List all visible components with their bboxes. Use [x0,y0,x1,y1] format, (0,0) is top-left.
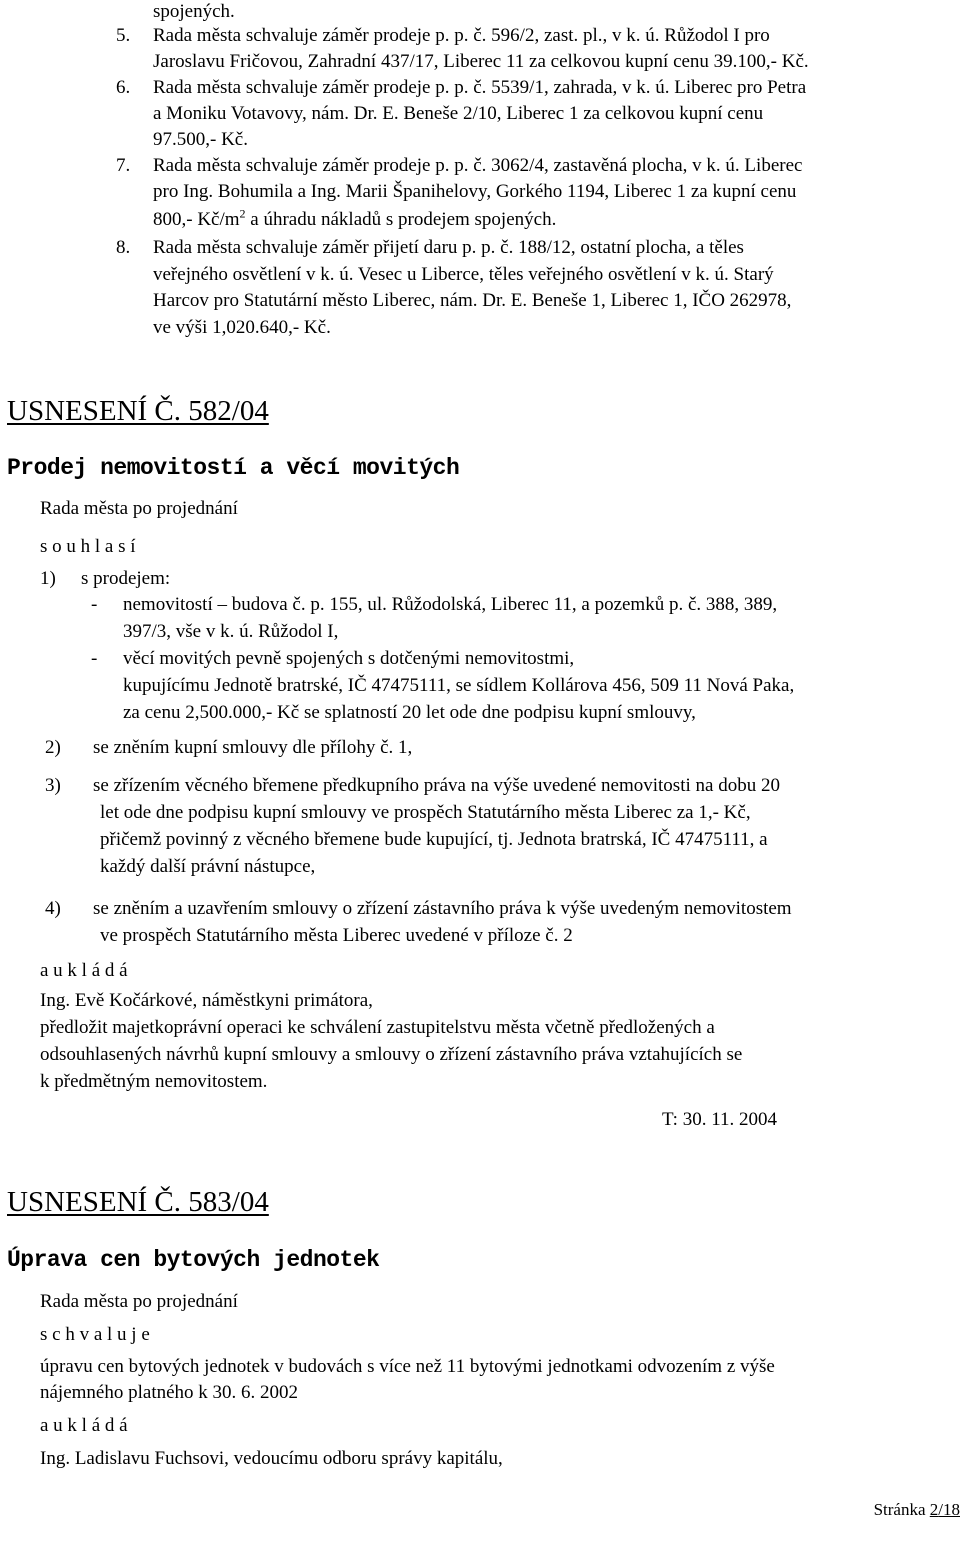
page-separator: / [938,1500,943,1519]
verb-text: s c h v a l u j e [40,1324,150,1345]
list-text: Rada města schvaluje záměr prodeje p. p. č. 596/2, zast. pl., v k. ú. Růžodol I pro [153,25,770,46]
bullet-dash: - [91,594,98,615]
resolution-heading: USNESENÍ Č. 582/04 [7,395,269,427]
page-total: 18 [943,1500,960,1519]
list-text: let ode dne podpisu kupní smlouvy ve prospěch Statutárního města Liberec za 1,- Kč, [100,802,751,823]
list-text: ve prospěch Statutárního města Liberec uvedené v příloze č. 2 [100,925,573,946]
verb-text: s o u h l a s í [40,536,136,557]
list-text: se zřízením věcného břemene předkupního práva na výše uvedené nemovitosti na dobu 20 [93,775,780,796]
list-text [153,208,556,232]
page-footer [874,1500,960,1520]
list-number: 3) [45,775,61,796]
list-number: 5. [116,25,131,46]
list-number: 6. [116,77,131,98]
section-title: Úprava cen bytových jednotek [7,1247,380,1273]
list-text: ve výši 1,020.640,- Kč. [153,317,331,338]
price-text: 800,- Kč/m [153,209,240,230]
list-text: věcí movitých pevně spojených s dotčenými nemovitostmi, [123,648,575,669]
list-text: Harcov pro Statutární město Liberec, nám. Dr. E. Beneše 1, Liberec 1, IČO 262978, [153,290,792,311]
list-number: 4) [45,898,61,919]
body-text: Ing. Evě Kočárkové, náměstkyni primátora, [40,990,373,1011]
page-number: 2 [929,1500,939,1519]
list-text-continued: a úhradu nákladů s prodejem spojených. [245,209,557,230]
resolution-heading: USNESENÍ Č. 583/04 [7,1186,269,1218]
verb-text: a u k l á d á [40,1415,128,1436]
list-text: Jaroslavu Fričovou, Zahradní 437/17, Liberec 11 za celkovou kupní cenu 39.100,- Kč. [153,51,809,72]
list-text: Rada města schvaluje záměr prodeje p. p. č. 3062/4, zastavěná plocha, v k. ú. Liberec [153,155,803,176]
list-text: Rada města schvaluje záměr přijetí daru p. p. č. 188/12, ostatní plocha, a těles [153,237,744,258]
list-number: 2) [45,737,61,758]
list-text: nemovitostí – budova č. p. 155, ul. Růžodolská, Liberec 11, a pozemků p. č. 388, 389, [123,594,778,615]
list-text: spojených. [153,1,235,22]
body-text: Ing. Ladislavu Fuchsovi, vedoucímu odboru správy kapitálu, [40,1448,503,1469]
list-text: veřejného osvětlení v k. ú. Vesec u Liberce, těles veřejného osvětlení v k. ú. Starý [153,264,774,285]
page-label: Stránka [873,1500,930,1519]
list-text: se zněním kupní smlouvy dle přílohy č. 1, [93,737,413,758]
body-text: k předmětným nemovitostem. [40,1071,268,1092]
list-number: 8. [116,237,131,258]
list-text: kupujícímu Jednotě bratrské, IČ 47475111, se sídlem Kollárova 456, 509 11 Nová Paka, [123,675,795,696]
body-text: odsouhlasených návrhů kupní smlouvy a smlouvy o zřízení zástavního práva vztahujících se [40,1044,743,1065]
list-text: se zněním a uzavřením smlouvy o zřízení zástavního práva k výše uvedeným nemovitostem [93,898,792,919]
list-text: pro Ing. Bohumila a Ing. Marii Španihelovy, Gorkého 1194, Liberec 1 za kupní cenu [153,181,797,202]
list-text: 97.500,- Kč. [153,129,248,150]
list-text: každý další právní nástupce, [100,856,316,877]
bullet-dash: - [91,648,98,669]
verb-text: a u k l á d á [40,960,128,981]
body-text: úpravu cen bytových jednotek v budovách s více než 11 bytovými jednotkami odvozením z výše [40,1356,775,1377]
list-text: s prodejem: [81,568,171,589]
superscript: 2 [239,206,246,221]
intro-text: Rada města po projednání [40,1291,238,1312]
section-title: Prodej nemovitostí a věcí movitých [7,455,460,481]
body-text: předložit majetkoprávní operaci ke schválení zastupitelstvu města včetně předložených a [40,1017,715,1038]
list-text: Rada města schvaluje záměr prodeje p. p. č. 5539/1, zahrada, v k. ú. Liberec pro Petra [153,77,807,98]
list-number: 7. [116,155,131,176]
deadline: T: 30. 11. 2004 [662,1109,777,1130]
list-text: a Moniku Votavovy, nám. Dr. E. Beneše 2/10, Liberec 1 za celkovou kupní cenu [153,103,764,124]
list-text: 397/3, vše v k. ú. Růžodol I, [123,621,339,642]
intro-text: Rada města po projednání [40,498,238,519]
list-text: přičemž povinný z věcného břemene bude kupující, tj. Jednota bratrská, IČ 47475111, a [100,829,768,850]
list-text: za cenu 2,500.000,- Kč se splatností 20 let ode dne podpisu kupní smlouvy, [123,702,696,723]
list-number: 1) [40,568,56,589]
body-text: nájemného platného k 30. 6. 2002 [40,1382,299,1403]
